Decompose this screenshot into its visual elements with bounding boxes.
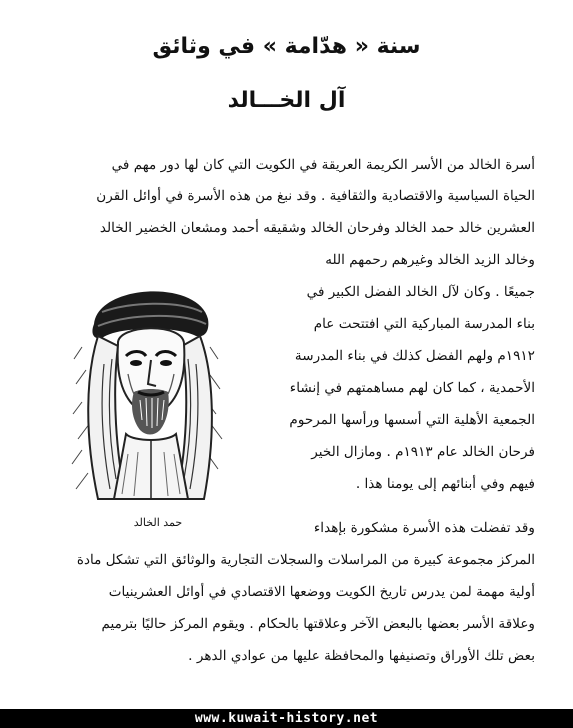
paragraph-2-line-2: المركز مجموعة كبيرة من المراسلات والسجلات التجارية والوثائق التي تشكل مادة	[76, 552, 535, 568]
paragraph-1-line-8: الأحمدية ، كما كان لهم مساهمتهم في إنشاء	[289, 380, 535, 396]
paragraph-2-line-1: وقد تفضلت هذه الأسرة مشكورة بإهداء	[313, 520, 535, 536]
paragraph-2-line-5: بعض تلك الأوراق وتصنيفها والمحافظة عليها من عوادي الدهر .	[188, 648, 535, 664]
paragraph-1-line-10: فرحان الخالد عام ١٩١٣م . ومازال الخير	[311, 444, 535, 460]
paragraph-1-line-2: الحياة السياسية والاقتصادية والثقافية . وقد نبغ من هذه الأسرة في أوائل القرن	[96, 188, 535, 204]
page-subtitle: آل الخـــالد	[227, 88, 346, 113]
paragraph-1-line-5: جميعًا . وكان لآل الخالد الفضل الكبير في	[306, 284, 535, 300]
paragraph-1-line-6: بناء المدرسة المباركية التي افتتحت عام	[313, 316, 535, 332]
page-title: سنة « هدّامة » في وثائق	[152, 34, 421, 59]
paragraph-1-line-4: وخالد الزيد الخالد وغيرهم رحمهم الله	[325, 252, 535, 268]
paragraph-2-line-3: أولية مهمة لمن يدرس تاريخ الكويت ووضعها الاقتصادي في أوائل العشرينيات	[108, 584, 535, 600]
portrait-caption: حمد الخالد	[133, 516, 183, 529]
paragraph-1-line-1: أسرة الخالد من الأسر الكريمة العريقة في الكويت التي كان لها دور مهم في	[111, 157, 535, 173]
paragraph-2-line-4: وعلاقة الأسر بعضها بالبعض الآخر وعلاقتها بالحكام . ويقوم المركز حاليًا بترميم	[101, 616, 535, 632]
paragraph-1-line-7: ١٩١٢م ولهم الفضل كذلك في بناء المدرسة	[294, 348, 535, 364]
paragraph-1-line-3: العشرين خالد حمد الخالد وفرحان الخالد وشقيقه أحمد ومشعان الخضير الخالد	[99, 220, 535, 236]
paragraph-1-line-9: الجمعية الأهلية التي أسسها ورأسها المرحوم	[289, 412, 535, 428]
paragraph-1-line-11: فيهم وفي أبنائهم إلى يومنا هذا .	[355, 476, 535, 492]
website-footer: www.kuwait-history.net	[0, 709, 573, 728]
portrait-sketch-icon	[68, 264, 228, 509]
